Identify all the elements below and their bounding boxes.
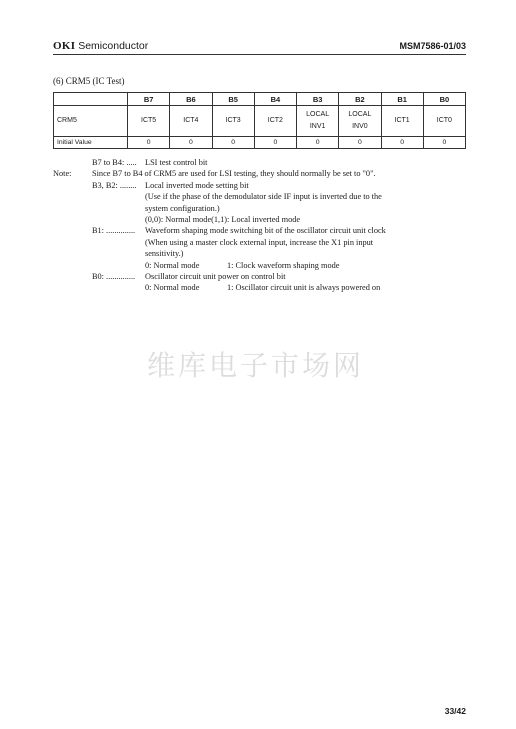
table-corner: [54, 93, 128, 106]
note-text: Since B7 to B4 of CRM5 are used for LSI testing, they should normally be set to "0".: [92, 169, 376, 179]
cell-line: INV0: [352, 123, 368, 130]
row-label: Initial Value: [54, 137, 128, 149]
oki-logo: OKI: [53, 40, 76, 52]
brand: [53, 40, 148, 52]
register-table: [53, 92, 466, 149]
column-header: B2: [339, 93, 381, 106]
cell-line: LOCAL: [306, 111, 330, 118]
table-cell: 0: [423, 137, 465, 149]
watermark: 维库电子市场网: [147, 349, 365, 382]
cell-line: INV1: [309, 123, 326, 130]
document-id: MSM7586-01/03: [399, 41, 466, 51]
mode-options: [145, 260, 340, 271]
cell-line: ICT4: [183, 117, 199, 124]
bit-term: B0: ..............: [92, 271, 136, 281]
mode-option: 0: Normal mode: [145, 260, 200, 270]
table-cell: 0: [254, 137, 296, 149]
note-line: [53, 191, 473, 202]
brand-name: Semiconductor: [78, 40, 149, 52]
cell-line: ICT3: [225, 117, 241, 124]
bit-description: (0,0): Normal mode(1,1): Local inverted mode: [145, 214, 301, 224]
table-cell: [381, 106, 423, 137]
bit-description: (When using a master clock external input, increase the X1 pin input: [145, 237, 374, 247]
table-header-row: [54, 93, 466, 106]
column-header: B3: [297, 93, 339, 106]
column-header: B5: [212, 93, 254, 106]
note-line: [53, 225, 473, 236]
cell-line: ICT1: [394, 117, 410, 124]
note-line: [53, 248, 473, 259]
table-cell: 0: [339, 137, 381, 149]
table-cell: [423, 106, 465, 137]
bit-description: system configuration.): [145, 203, 220, 213]
note-line: [53, 203, 473, 214]
column-header: B0: [423, 93, 465, 106]
column-header: B6: [170, 93, 212, 106]
bit-term: B3, B2: ........: [92, 180, 137, 190]
note-line: [53, 168, 473, 179]
table-cell: 0: [212, 137, 254, 149]
table-cell: 0: [170, 137, 212, 149]
note-line: [53, 157, 473, 168]
cell-line: ICT2: [267, 117, 283, 124]
bit-description: (Use if the phase of the demodulator side IF input is inverted due to the: [145, 192, 382, 202]
cell-line: ICT0: [436, 117, 452, 124]
mode-option: 1: Oscillator circuit unit is always powered on: [227, 283, 381, 293]
note-line: [53, 271, 473, 282]
page-header: [53, 40, 466, 55]
section-title: (6) CRM5 (IC Test): [53, 76, 125, 86]
note-line: [53, 180, 473, 191]
bit-description: Local inverted mode setting bit: [145, 180, 249, 190]
note-line: [53, 237, 473, 248]
cell-line: ICT5: [141, 117, 157, 124]
bit-description: LSI test control bit: [145, 158, 208, 167]
bit-description: sensitivity.): [145, 249, 184, 259]
mode-option: 0: Normal mode: [145, 283, 200, 293]
bit-term: B1: ..............: [92, 226, 136, 236]
mode-option: 1: Clock waveform shaping mode: [227, 260, 340, 270]
note-line: [53, 282, 473, 293]
table-cell: [212, 106, 254, 137]
cell-line: LOCAL: [348, 111, 372, 118]
column-header: B1: [381, 93, 423, 106]
column-header: B4: [254, 93, 296, 106]
table-cell: 0: [381, 137, 423, 149]
note-line: [53, 260, 473, 271]
bit-term: B7 to B4: .....: [92, 158, 137, 167]
table-cell: [170, 106, 212, 137]
note-line: [53, 214, 473, 225]
initial-value-row: [54, 137, 466, 149]
table-cell: [339, 106, 381, 137]
column-header: B7: [128, 93, 170, 106]
bit-description: Waveform shaping mode switching bit of the oscillator circuit unit clock: [145, 226, 386, 236]
table-row: [54, 106, 466, 137]
table-cell: [254, 106, 296, 137]
table-cell: [297, 106, 339, 137]
page-number: 33/42: [444, 706, 466, 716]
note-label: Note:: [53, 169, 72, 179]
table-cell: 0: [297, 137, 339, 149]
table-cell: 0: [128, 137, 170, 149]
bit-description: Oscillator circuit unit power on control bit: [145, 271, 286, 281]
mode-options: [145, 282, 381, 293]
table-cell: [128, 106, 170, 137]
bit-descriptions: [53, 157, 473, 294]
row-label: CRM5: [54, 106, 128, 137]
